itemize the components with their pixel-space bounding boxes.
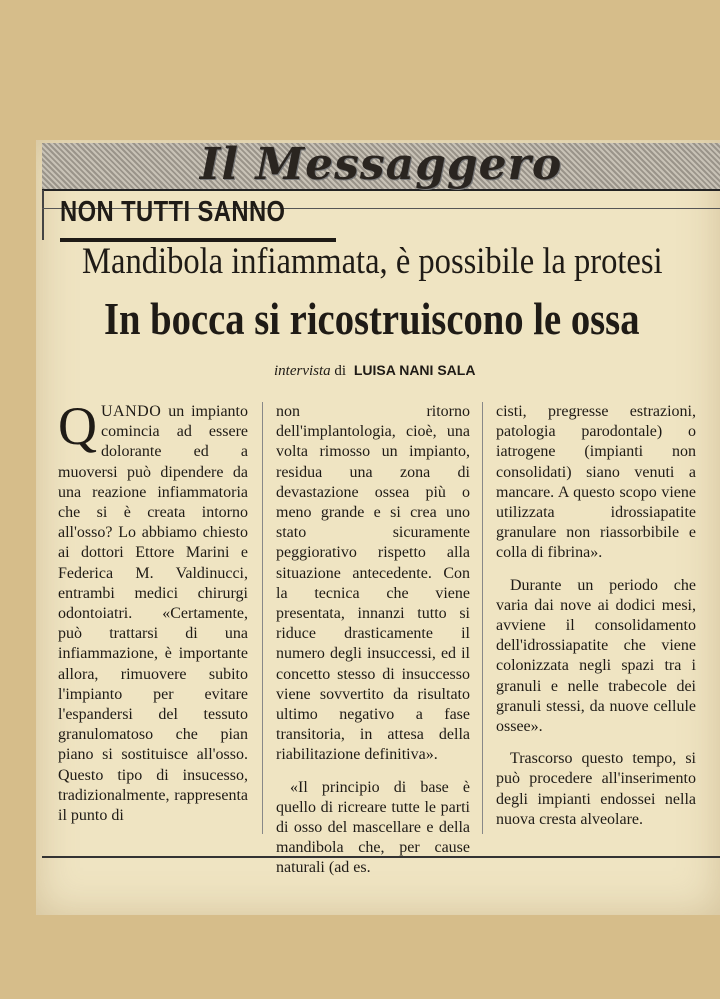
paragraph-text: un impianto comincia ad essere dolorante ed a muoversi può dipendere da una reazione infiammatoria che si è creata intorno all'osso? Lo abbiamo chiesto ai dottori Ettore Marini e Federica M. Valdinucci, entrambi medici chirurgi odontoiatri. «Certamente, può trattarsi di una infiammazione, è importante allora, rimuovere subito l'impianto per evitare l'espandersi del tessuto granulomatoso che pian piano si sostituisce all'osso. Questo tipo di insucesso, tradizionalmente, rappresenta il punto di <box>58 403 248 825</box>
article-subtitle: Mandibola infiammata, è possibile la protesi <box>82 241 663 282</box>
masthead-title: Il Messaggero <box>199 139 563 190</box>
article-column-2 <box>276 402 470 891</box>
byline-kind: intervista <box>274 363 331 379</box>
paragraph <box>58 396 248 826</box>
paragraph: Trascorso questo tempo, si può procedere all'inserimento degli impianti endossei nella nuova cresta alveolare. <box>496 750 696 828</box>
paragraph: Durante un periodo che varia dai nove ai dodici mesi, avviene il consolidamento dell'idrossiapatite che viene colonizzata negli spazi tra i granuli e nelle trabecole dei granuli stessi, da nuove cellule ossee». <box>496 576 696 736</box>
paragraph: non ritorno dell'implantologia, cioè, una volta rimosso un impianto, residua una zona di devastazione ossea più o meno grande e si crea uno stato sicuramente peggiorativo rispetto alla situazione antecedente. Con la tecnica che viene presentata, innanzi tutto si riduce drasticamente il numero degli insuccessi, ed il concetto stesso di insuccesso viene sovvertito da risultato ultimo negativo a fase transitoria, in attesa della riabilitazione definitiva». <box>276 403 470 764</box>
article-column-3 <box>496 402 696 842</box>
byline <box>274 362 475 380</box>
section-rubric: NON TUTTI SANNO <box>60 196 286 228</box>
article-column-1 <box>58 396 248 838</box>
byline-author: LUISA NANI SALA <box>353 362 476 378</box>
masthead-banner <box>42 139 720 191</box>
column-divider <box>482 402 483 834</box>
lead-word: UANDO <box>101 403 162 420</box>
column-divider <box>262 402 263 834</box>
article-headline: In bocca si ricostruiscono le ossa <box>103 293 640 344</box>
bottom-rule <box>42 856 720 858</box>
paragraph: cisti, pregresse estrazioni, patologia parodontale) o iatrogene (impianti non consolidati) siano venuti a mancare. A questo scopo viene utilizzata idrossiapatite granulare non riassorbibile e colla di fibrina». <box>496 403 696 562</box>
drop-cap: Q <box>58 396 97 456</box>
left-rule <box>42 190 44 240</box>
byline-di: di <box>334 363 347 379</box>
paragraph: «Il principio di base è quello di ricreare tutte le parti di osso del mascellare e della mandibola che, per cause naturali (ad es. <box>276 778 470 877</box>
